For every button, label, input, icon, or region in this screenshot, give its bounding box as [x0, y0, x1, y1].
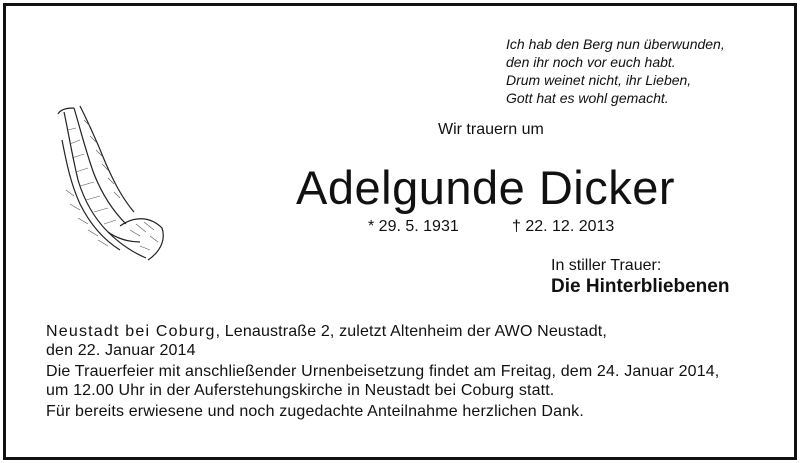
death-date: † 22. 12. 2013 [512, 218, 615, 235]
notice-date: den 22. Januar 2014 [46, 342, 196, 359]
intro-text: Wir trauern um [438, 121, 544, 138]
birth-date: * 29. 5. 1931 [368, 218, 459, 235]
poem-line: Ich hab den Berg nun überwunden, [506, 36, 725, 52]
mourners-intro: In stiller Trauer: [551, 257, 662, 274]
poem-line: den ihr noch vor euch habt. [506, 54, 676, 70]
poem-line: Drum weinet nicht, ihr Lieben, [506, 72, 692, 88]
thanks-paragraph [46, 402, 766, 421]
thanks-text: Für bereits erwiesene und noch zugedachte Anteilnahme herzlichen Dank. [46, 403, 584, 420]
mourners-signature: Die Hinterbliebenen [551, 276, 730, 297]
place-name: Neustadt bei Coburg [46, 323, 216, 340]
praying-hands-icon [50, 100, 170, 268]
funeral-line: um 12.00 Uhr in der Auferstehungskirche in Neustadt bei Coburg statt. [46, 382, 555, 399]
funeral-paragraph [46, 362, 766, 400]
notice-body [46, 322, 766, 423]
poem-line: Gott hat es wohl gemacht. [506, 90, 669, 106]
funeral-line: Die Trauerfeier mit anschließender Urnenbeisetzung findet am Freitag, dem 24. Januar 2014, [46, 363, 720, 380]
poem [506, 35, 725, 107]
address-paragraph [46, 322, 766, 360]
address-text: , Lenaustraße 2, zuletzt Altenheim der AWO Neustadt, [215, 323, 607, 340]
deceased-name: Adelgunde Dicker [296, 161, 675, 214]
